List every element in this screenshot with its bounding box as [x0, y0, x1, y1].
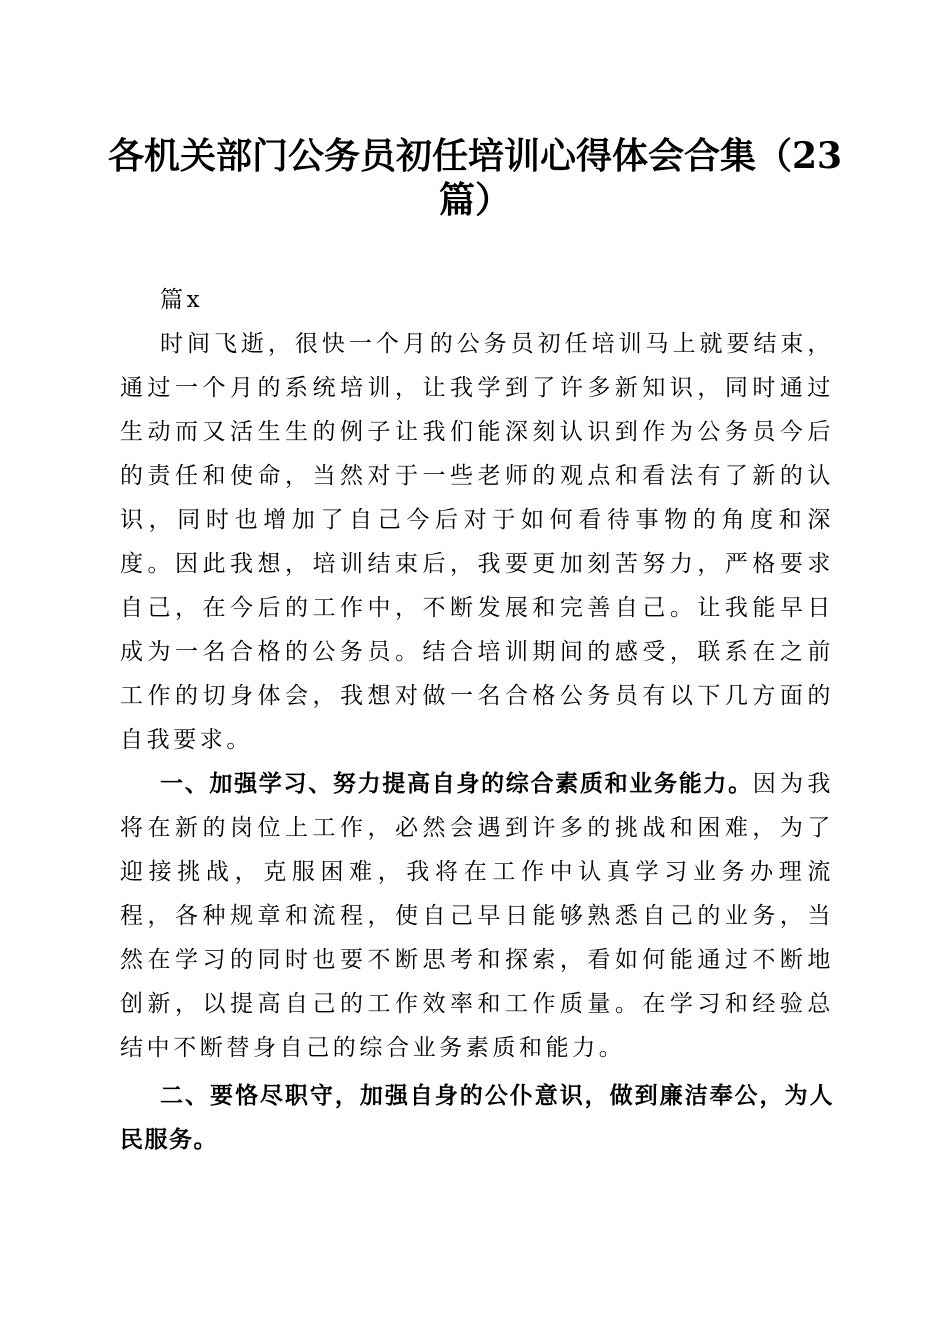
- point1-heading: 一、加强学习、努力提高自身的综合素质和业务能力。: [160, 771, 753, 797]
- intro-paragraph: 时间飞逝，很快一个月的公务员初任培训马上就要结束，通过一个月的系统培训，让我学到了许多新知识，同时通过生动而又活生生的例子让我们能深刻认识到作为公务员今后的责任和使命，当然对于一些老师的观点和看法有了新的认识，同时也增加了自己今后对于如何看待事物的角度和深度。因此我想，培训结束后，我要更加刻苦努力，严格要求自己，在今后的工作中，不断发展和完善自己。让我能早日成为一名合格的公务员。结合培训期间的感受，联系在之前工作的切身体会，我想对做一名合格公务员有以下几方面的自我要求。: [120, 331, 834, 753]
- document-title: 各机关部门公务员初任培训心得体会合集（23篇）: [107, 135, 843, 221]
- point1-paragraph: [120, 762, 834, 1070]
- section-label: 篇x: [160, 287, 204, 313]
- point1-body: 因为我将在新的岗位上工作，必然会遇到许多的挑战和困难，为了迎接挑战，克服困难，我将在工作中认真学习业务办理流程，各种规章和流程，使自己早日能够熟悉自己的业务，当然在学习的同时也要不断思考和探索，看如何能通过不断地创新，以提高自己的工作效率和工作质量。在学习和经验总结中不断替身自己的综合业务素质和能力。: [120, 771, 834, 1061]
- point2-heading: 二、要恪尽职守，加强自身的公仆意识，做到廉洁奉公，为人民服务。: [120, 1083, 834, 1153]
- document-body: [120, 278, 834, 1162]
